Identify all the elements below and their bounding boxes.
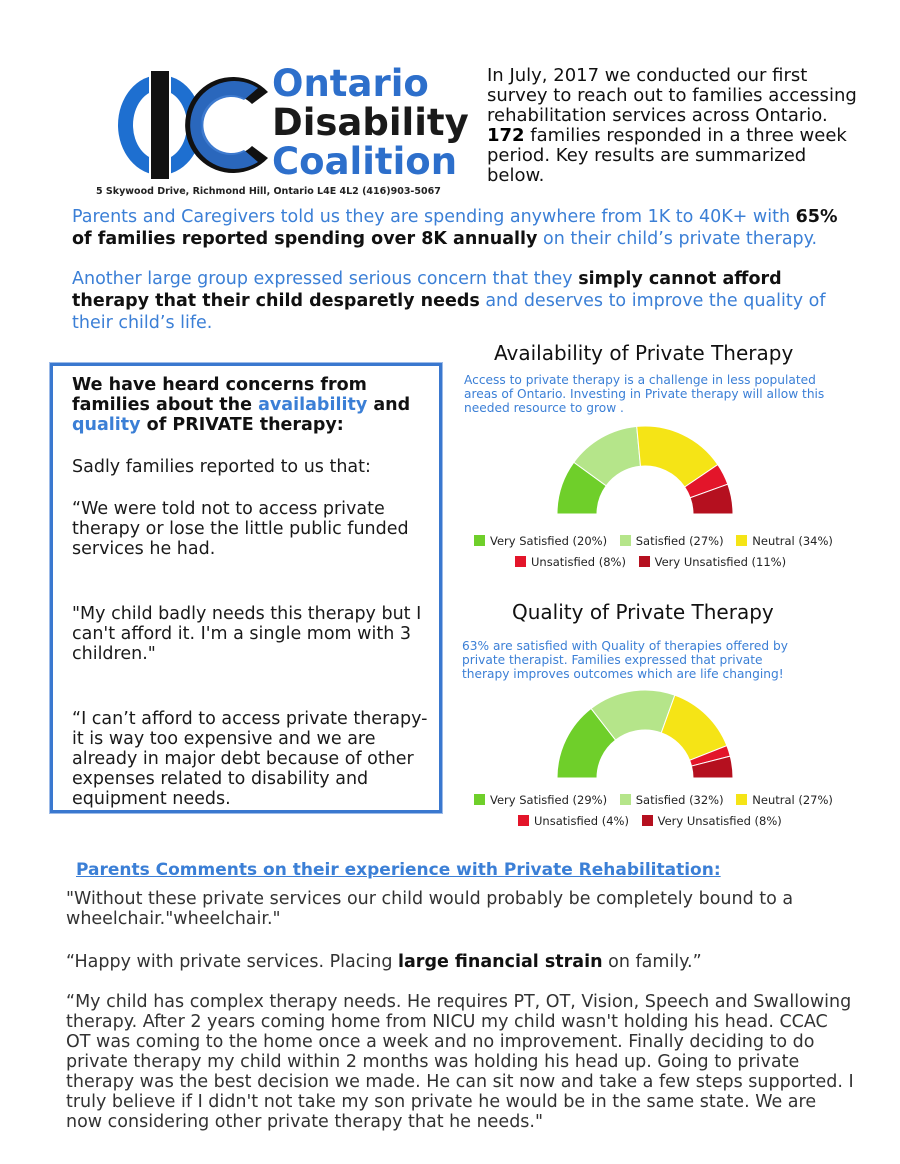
chart2-legend-row1 [474,793,842,807]
concerns-heading-c: of PRIVATE therapy: [140,415,344,435]
chart1-legend-label: Very Satisfied (20%) [490,534,608,548]
chart2-legend-label: Satisfied (32%) [635,793,724,807]
spending-text-a: Parents and Caregivers told us they are spending anywhere from 1K to 40K+ with [72,207,796,227]
logo-line-ontario: Ontario [272,62,429,105]
chart1-legend-item [620,534,724,548]
chart1-legend-item [515,555,626,569]
concerns-box [50,363,442,813]
comment-2-a: “Happy with private services. Placing [66,952,398,972]
chart1-legend-label: Satisfied (27%) [635,534,724,548]
chart2-title: Quality of Private Therapy [512,600,774,624]
chart1-legend-row2 [515,555,795,569]
chart2-description: 63% are satisfied with Quality of therapies offered by private therapist. Families expressed that private therapy improves outcomes which are life changing! [462,639,788,681]
quote-3: “I can’t afford to access private therapy-it is way too expensive and we are already in major debt because of other expenses related to disability and equipment needs. [72,709,428,809]
comment-2-b: large financial strain [398,952,603,972]
concerns-heading [72,375,432,435]
concerns-heading-b: and [367,395,411,415]
spending-paragraph [72,206,862,250]
afford-text-b: simply cannot afford therapy that their child desparetly needs [72,269,782,311]
chart1-description: Access to private therapy is a challenge in less populated areas of Ontario. Investing in Private therapy will allow this needed resource to grow . [464,373,825,415]
intro-text-2: families responded in a three week period. Key results are summarized below. [487,125,847,186]
afford-paragraph [72,268,862,334]
quote-2: "My child badly needs this therapy but I can't afford it. I'm a single mom with 3 children." [72,604,422,664]
quote-1: “We were told not to access private therapy or lose the little public funded services he had. [72,499,409,559]
intro-text-1: In July, 2017 we conducted our first survey to reach out to families accessing rehabilitation services across Ontario. [487,65,857,126]
comment-2 [66,952,856,972]
logo-line-disability: Disability [272,101,469,144]
chart2-legend-label: Very Unsatisfied (8%) [657,814,782,828]
logo-line-coalition: Coalition [272,140,458,183]
chart2-legend-item [518,814,629,828]
address: 5 Skywood Drive, Richmond Hill, Ontario L4E 4L2 (416)903-5067 [96,186,441,197]
chart1-legend-label: Very Unsatisfied (11%) [654,555,787,569]
comment-2-c: on family.” [602,952,702,972]
availability-word: availability [258,395,368,415]
chart2-gauge [540,684,750,784]
chart2-legend-row2 [518,814,791,828]
chart1-legend-label: Unsatisfied (8%) [531,555,626,569]
chart2-legend-item [642,814,782,828]
chart2-legend-item [620,793,724,807]
spending-text-b: 65% of families reported spending over 8K annually [72,207,838,249]
comments-heading: Parents Comments on their experience with Private Rehabilitation: [76,860,721,880]
chart1-gauge [540,420,750,520]
chart1-legend-item [639,555,787,569]
chart2-legend-item [474,793,607,807]
chart2-legend-item [736,793,833,807]
chart1-legend-item [736,534,833,548]
chart1-title: Availability of Private Therapy [494,341,794,365]
chart1-legend-item [474,534,607,548]
sadly-text: Sadly families reported to us that: [72,457,371,477]
comment-3: “My child has complex therapy needs. He requires PT, OT, Vision, Speech and Swallowing therapy. After 2 years coming home from NICU my child wasn't holding his head. CCAC OT was coming to the home once a week and no improvement. Finally deciding to do private therapy my child within 2 months was holding his head up. Going to private therapy was the best decision we made. He can sit now and take a few steps supported. I truly believe if I didn't not take my son private he would be in the same state. We are now considering other private therapy that he needs." [66,992,854,1132]
chart2-legend-label: Very Satisfied (29%) [490,793,608,807]
afford-text-c: and deserves to improve the quality of their child’s life. [72,291,826,333]
comment-1: "Without these private services our child would probably be completely bound to a wheelchair."wheelchair." [66,889,794,929]
respondent-count: 172 [487,125,525,146]
chart2-legend-label: Neutral (27%) [752,793,833,807]
intro-paragraph [487,66,867,186]
chart2-legend-label: Unsatisfied (4%) [534,814,629,828]
chart1-legend-row1 [474,534,842,548]
quality-word: quality [72,415,141,435]
odc-logo-icon [110,66,275,184]
afford-text-a: Another large group expressed serious concern that they [72,269,579,289]
spending-text-c: on their child’s private therapy. [537,229,818,249]
chart1-legend-label: Neutral (34%) [752,534,833,548]
logo-wordmark [272,64,469,181]
concerns-heading-a: We have heard concerns from families about the [72,375,367,415]
